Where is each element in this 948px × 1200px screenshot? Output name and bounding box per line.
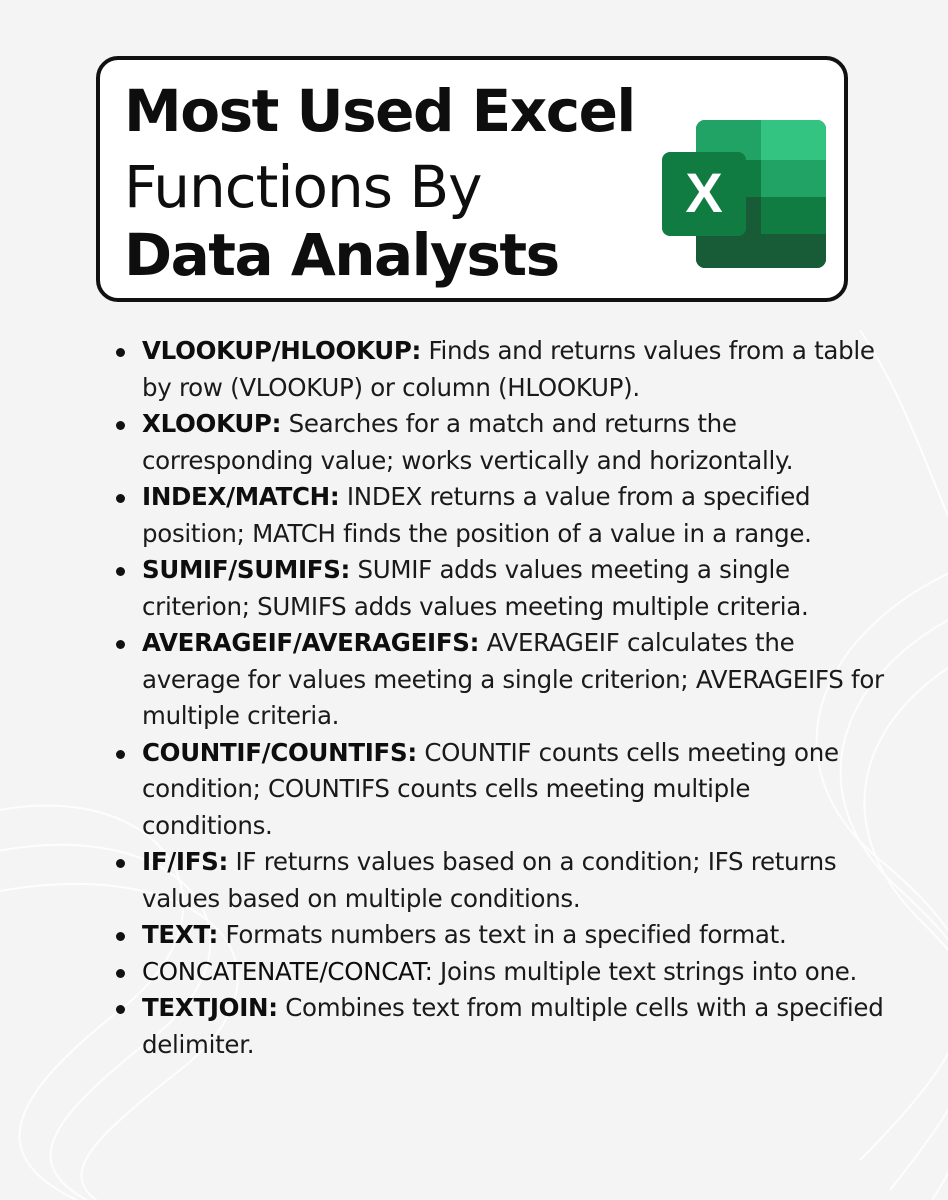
function-name: IF/IFS: [142,847,228,876]
bullet-icon [116,348,125,357]
function-description: Searches for a match and returns the corresponding value; works vertically and horizontally. [142,409,794,475]
function-description: INDEX returns a value from a specified position; MATCH finds the position of a value in a range. [142,482,812,548]
function-name: TEXT: [142,920,219,949]
function-description: SUMIF adds values meeting a single criterion; SUMIFS adds values meeting multiple criteria. [142,555,809,621]
function-description: Combines text from multiple cells with a specified delimiter. [142,993,884,1059]
bullet-icon [116,494,125,503]
function-list [116,333,886,1063]
title-line-1: Most Used Excel [124,77,635,145]
list-item [116,479,886,552]
bullet-icon [116,1005,125,1014]
list-item [116,917,886,954]
bullet-icon [116,421,125,430]
function-description: IF returns values based on a condition; IFS returns values based on multiple conditions. [142,847,837,913]
list-item [116,954,886,991]
function-description: COUNTIF counts cells meeting one condition; COUNTIFS counts cells meeting multiple conditions. [142,737,839,840]
list-item [116,844,886,917]
list-item [116,625,886,735]
function-name: AVERAGEIF/AVERAGEIFS: [142,628,480,657]
function-description: Finds and returns values from a table by row (VLOOKUP) or column (HLOOKUP). [142,336,875,402]
bullet-icon [116,567,125,576]
title-card [96,56,848,302]
function-description: AVERAGEIF calculates the average for values meeting a single criterion; AVERAGEIFS for multiple criteria. [142,628,884,730]
bullet-icon [116,932,125,941]
list-item [116,333,886,406]
function-name: XLOOKUP: [142,409,282,438]
function-name: INDEX/MATCH: [142,482,340,511]
function-name: SUMIF/SUMIFS: [142,555,351,584]
function-name: CONCATENATE/CONCAT: [142,956,433,986]
excel-logo-letter: X [685,161,723,224]
title-line-2: Functions By [124,153,482,221]
list-item [116,552,886,625]
function-description: Joins multiple text strings into one. [432,956,857,986]
list-item [116,990,886,1063]
function-name: VLOOKUP/HLOOKUP: [142,336,422,365]
bullet-icon [116,640,125,649]
list-item [116,406,886,479]
function-name: TEXTJOIN: [142,993,278,1022]
bullet-icon [116,969,125,978]
function-name: COUNTIF/COUNTIFS: [142,737,417,767]
excel-logo-icon [658,114,828,274]
bullet-icon [116,750,125,759]
function-description: Formats numbers as text in a specified format. [218,920,787,949]
bullet-icon [116,859,125,868]
title-line-3: Data Analysts [124,221,559,289]
list-item [116,735,886,845]
